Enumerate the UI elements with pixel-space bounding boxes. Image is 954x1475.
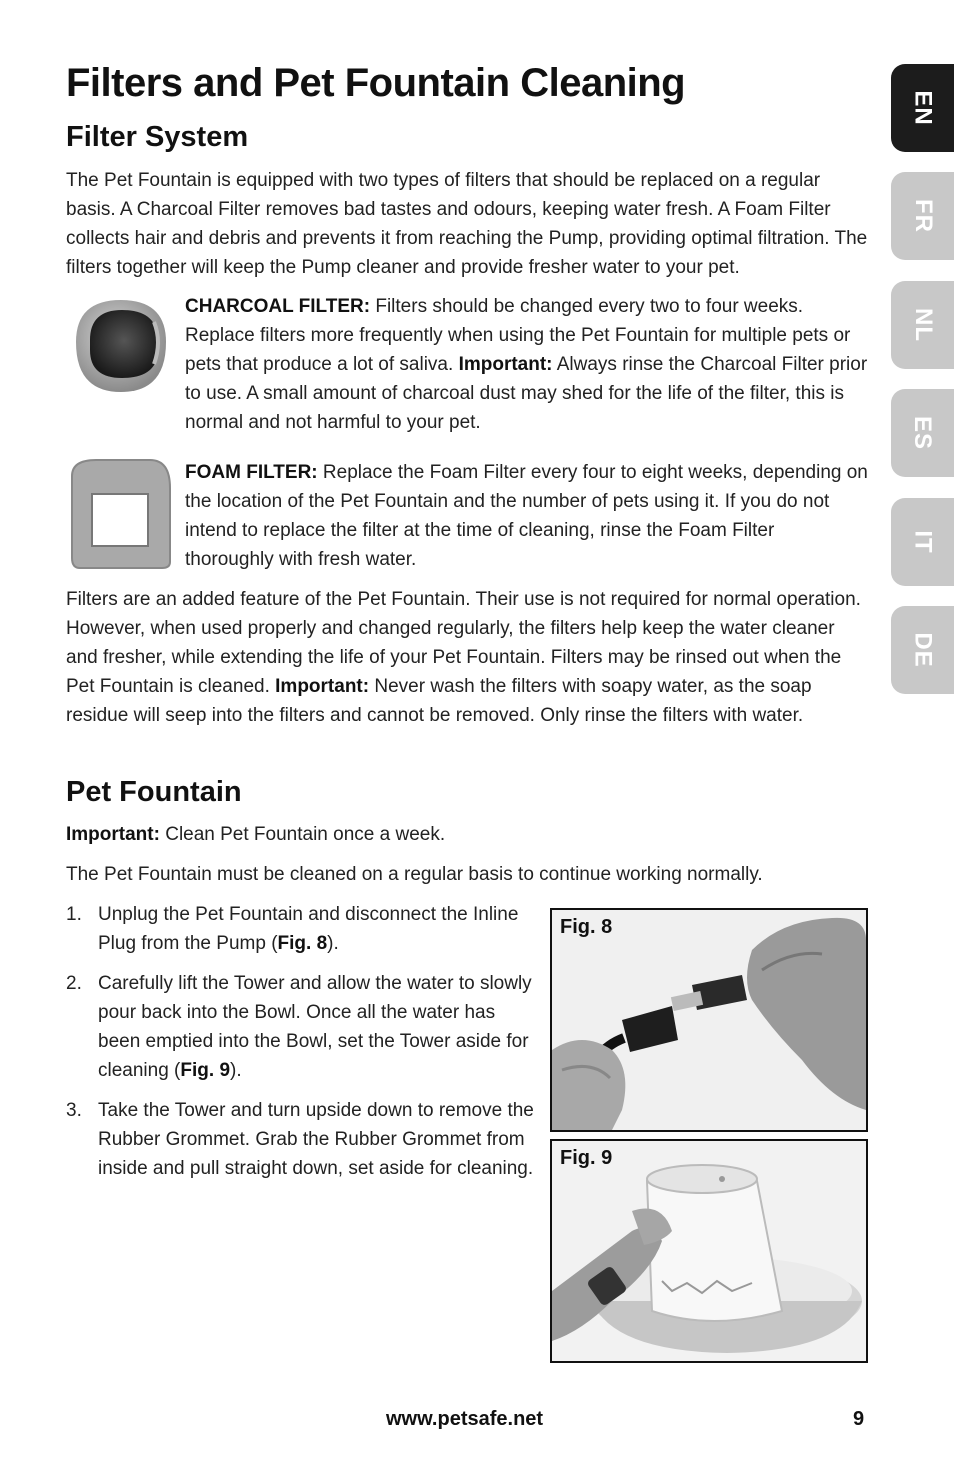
figure-8-label: Fig. 8 — [560, 916, 613, 938]
filter-system-heading: Filter System — [66, 121, 249, 153]
foam-filter-text — [185, 458, 868, 574]
step-fig-ref: Fig. 9 — [180, 1060, 231, 1081]
page-title: Filters and Pet Fountain Cleaning — [66, 61, 686, 105]
pet-fountain-important-text: Clean Pet Fountain once a week. — [159, 824, 446, 845]
tab-es-label: ES — [909, 415, 937, 451]
step-fig-ref: Fig. 8 — [277, 933, 328, 954]
step-number: 1. — [66, 904, 82, 925]
step-text — [98, 969, 536, 1085]
tab-es[interactable] — [891, 389, 954, 477]
foam-filter-text-body: Replace the Foam Filter every four to eight weeks, depending on the location of the Pet Fountain and the number of pets using it. If you do not intend to replace the filter at the time of cleaning, rinse the Foam Filter thoroughly with fresh water. — [185, 462, 868, 570]
charcoal-filter-text-1: Filters should be changed every two to four weeks. Replace filters more frequently when using the Pet Fountain for multiple pets or pets that produce a lot of saliva. — [185, 296, 851, 375]
foam-filter-image — [66, 458, 174, 566]
filters-note-text-1: Filters are an added feature of the Pet Fountain. Their use is not required for normal operation. However, when used properly and changed regularly, the filters help keep the water cleaner and fresher, while extending the life of your Pet Fountain. Filters may be rinsed out when the Pet Fountain is cleaned. — [66, 589, 861, 697]
footer-url[interactable]: www.petsafe.net — [386, 1408, 544, 1430]
list-item — [66, 900, 536, 958]
list-item — [66, 969, 536, 1085]
tab-nl-label: NL — [909, 308, 937, 342]
tab-nl[interactable] — [891, 281, 954, 369]
filters-note — [66, 585, 866, 730]
foam-filter-label: FOAM FILTER: — [185, 462, 318, 483]
figure-9-label: Fig. 9 — [560, 1147, 613, 1169]
tab-de[interactable] — [891, 606, 954, 694]
step-number: 2. — [66, 973, 82, 994]
figure-9-photo — [552, 1141, 866, 1361]
step-text — [98, 1096, 536, 1183]
step-text-body: Carefully lift the Tower and allow the water to slowly pour back into the Bowl. Once all the water has been emptied into the Bowl, set the Tower aside for cleaning ( — [98, 973, 532, 1081]
pet-fountain-regular-text: The Pet Fountain must be cleaned on a regular basis to continue working normally. — [66, 864, 763, 885]
charcoal-filter-text — [185, 292, 868, 437]
tab-de-label: DE — [909, 632, 937, 668]
step-text-end: ). — [230, 1060, 242, 1081]
tab-it[interactable] — [891, 498, 954, 586]
page-number: 9 — [853, 1408, 865, 1430]
charcoal-important-label: Important: — [458, 354, 553, 375]
pet-fountain-important — [66, 820, 445, 849]
tab-fr-label: FR — [909, 199, 937, 233]
step-text-body: Take the Tower and turn upside down to remove the Rubber Grommet. Grab the Rubber Grommet from inside and pull straight down, set aside for cleaning. — [98, 1100, 534, 1179]
filter-system-intro: The Pet Fountain is equipped with two types of filters that should be replaced on a regular basis. A Charcoal Filter removes bad tastes and odours, keeping water fresh. A Foam Filter collects hair and debris and prevents it from reaching the Pump, providing optimal filtration. The filters together will keep the Pump cleaner and provide fresher water to your pet. — [66, 170, 868, 278]
filters-note-text-2: Never wash the filters with soapy water, as the soap residue will seep into the filters and cannot be removed. Only rinse the filters with water. — [66, 676, 812, 726]
step-text — [98, 900, 536, 958]
figure-8 — [550, 908, 868, 1132]
charcoal-filter-text-2: Always rinse the Charcoal Filter prior to use. A small amount of charcoal dust may shed for the life of the filter, this is normal and not harmful to your pet. — [185, 354, 868, 433]
figure-9 — [550, 1139, 868, 1363]
pet-fountain-heading: Pet Fountain — [66, 776, 242, 808]
tab-en-label: EN — [909, 90, 937, 126]
step-number: 3. — [66, 1100, 82, 1121]
step-text-body: Unplug the Pet Fountain and disconnect the Inline Plug from the Pump ( — [98, 904, 519, 954]
pet-fountain-important-label: Important: — [66, 824, 160, 845]
list-item — [66, 1096, 536, 1183]
charcoal-filter-label: CHARCOAL FILTER: — [185, 296, 371, 317]
tab-it-label: IT — [909, 530, 937, 554]
tab-fr[interactable] — [891, 172, 954, 260]
charcoal-filter-image — [66, 292, 174, 400]
figure-8-photo — [552, 910, 866, 1130]
step-text-end: ). — [327, 933, 339, 954]
tab-en[interactable] — [891, 64, 954, 152]
cleaning-steps — [66, 900, 536, 1194]
filters-note-important-label: Important: — [275, 676, 370, 697]
